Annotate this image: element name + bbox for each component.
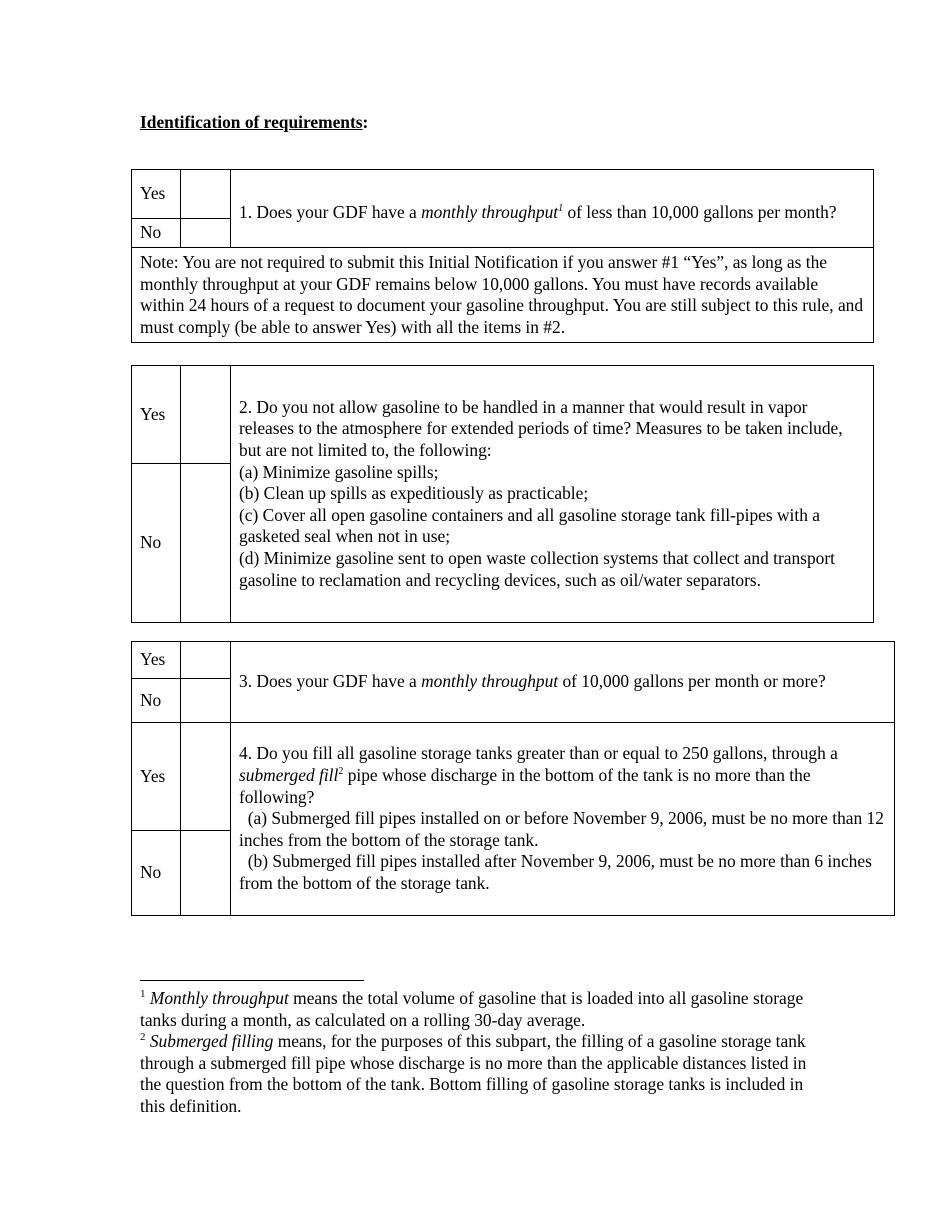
q4-question-post: pipe whose discharge in the bottom of the tank is no more than the following? bbox=[239, 765, 811, 807]
q4-footnote-ref[interactable]: 2 bbox=[338, 766, 344, 778]
q3-no-checkbox[interactable] bbox=[181, 679, 231, 723]
footnote-1-text: means the total volume of gasoline that is loaded into all gasoline storage tanks during a month, as calculated on a rolling 30-day average. bbox=[140, 988, 804, 1030]
question-1-table bbox=[131, 169, 874, 343]
q1-yes-label: Yes bbox=[132, 170, 181, 219]
q2-no-label: No bbox=[132, 464, 181, 623]
q3-question bbox=[231, 642, 895, 723]
footnote-2-text: means, for the purposes of this subpart, the filling of a gasoline storage tank through a submerged fill pipe whose discharge is no more than the applicable distances listed in the question from the bottom of the tank. Bottom filling of gasoline storage tanks is included in this definition. bbox=[140, 1031, 807, 1116]
footnote-2-number: 2 bbox=[140, 1031, 146, 1044]
q4-item-a: (a) Submerged fill pipes installed on or before November 9, 2006, must be no more than 12 inches from the bottom of the storage tank. bbox=[239, 808, 889, 850]
question-3-4-table bbox=[131, 641, 895, 916]
footnote-1-term: Monthly throughput bbox=[149, 988, 289, 1008]
q4-no-label: No bbox=[132, 831, 181, 916]
footnotes bbox=[140, 988, 820, 1118]
section-heading-title: Identification of requirements bbox=[140, 112, 363, 132]
section-heading-colon: : bbox=[362, 112, 369, 132]
q1-question-pre: 1. Does your GDF have a bbox=[239, 201, 422, 222]
q3-yes-label: Yes bbox=[132, 642, 181, 679]
q3-no-label: No bbox=[132, 679, 181, 723]
q4-yes-checkbox[interactable] bbox=[181, 723, 231, 831]
q3-yes-checkbox[interactable] bbox=[181, 642, 231, 679]
q1-question bbox=[231, 170, 874, 248]
question-2-table bbox=[131, 365, 874, 623]
q3-question-post: of 10,000 gallons per month or more? bbox=[558, 671, 826, 692]
q2-yes-label: Yes bbox=[132, 366, 181, 464]
q1-question-term: monthly throughput bbox=[421, 201, 559, 222]
footnote-separator bbox=[140, 980, 364, 981]
q2-no-checkbox[interactable] bbox=[181, 464, 231, 623]
footnote-2-term: Submerged filling bbox=[149, 1031, 274, 1052]
q1-yes-checkbox[interactable] bbox=[181, 170, 231, 219]
q2-item-d: (d) Minimize gasoline sent to open waste collection systems that collect and transport gasoline to reclamation and recycling devices, such as oil/water separators. bbox=[239, 547, 835, 590]
footnote-2 bbox=[140, 1031, 820, 1117]
q1-note: Note: You are not required to submit this Initial Notification if you answer #1 “Yes”, as long as the monthly throughput at your GDF remains below 10,000 gallons. You must have records available within 24 hours of a request to document your gasoline throughput. You are still subject to this rule, and must comply (be able to answer Yes) with all the items in #2. bbox=[132, 248, 874, 343]
q1-question-post: of less than 10,000 gallons per month? bbox=[563, 201, 837, 222]
q2-item-a: (a) Minimize gasoline spills; bbox=[239, 461, 439, 482]
q1-no-label: No bbox=[132, 219, 181, 248]
q4-no-checkbox[interactable] bbox=[181, 831, 231, 916]
q3-question-pre: 3. Does your GDF have a bbox=[239, 671, 422, 692]
q2-item-b: (b) Clean up spills as expeditiously as practicable; bbox=[239, 483, 589, 504]
q4-item-b: (b) Submerged fill pipes installed after November 9, 2006, must be no more than 6 inches from the bottom of the storage tank. bbox=[239, 851, 877, 893]
section-heading bbox=[140, 112, 368, 134]
q2-yes-checkbox[interactable] bbox=[181, 366, 231, 464]
q2-intro: 2. Do you not allow gasoline to be handled in a manner that would result in vapor releases to the atmosphere for extended periods of time? Measures to be taken include, but are not limited to, the following: bbox=[239, 396, 843, 461]
q4-question bbox=[231, 723, 895, 916]
footnote-1 bbox=[140, 988, 820, 1031]
q2-question bbox=[231, 366, 874, 623]
q3-question-term: monthly throughput bbox=[421, 671, 559, 692]
q1-footnote-ref[interactable]: 1 bbox=[558, 202, 564, 214]
q4-yes-label: Yes bbox=[132, 723, 181, 831]
q1-no-checkbox[interactable] bbox=[181, 219, 231, 248]
q4-question-term: submerged fill bbox=[239, 765, 339, 786]
q2-item-c: (c) Cover all open gasoline containers and all gasoline storage tank fill-pipes with a gasketed seal when not in use; bbox=[239, 504, 820, 547]
q4-question-pre: 4. Do you fill all gasoline storage tanks greater than or equal to 250 gallons, through a bbox=[239, 743, 838, 764]
footnote-1-number: 1 bbox=[140, 988, 146, 1001]
